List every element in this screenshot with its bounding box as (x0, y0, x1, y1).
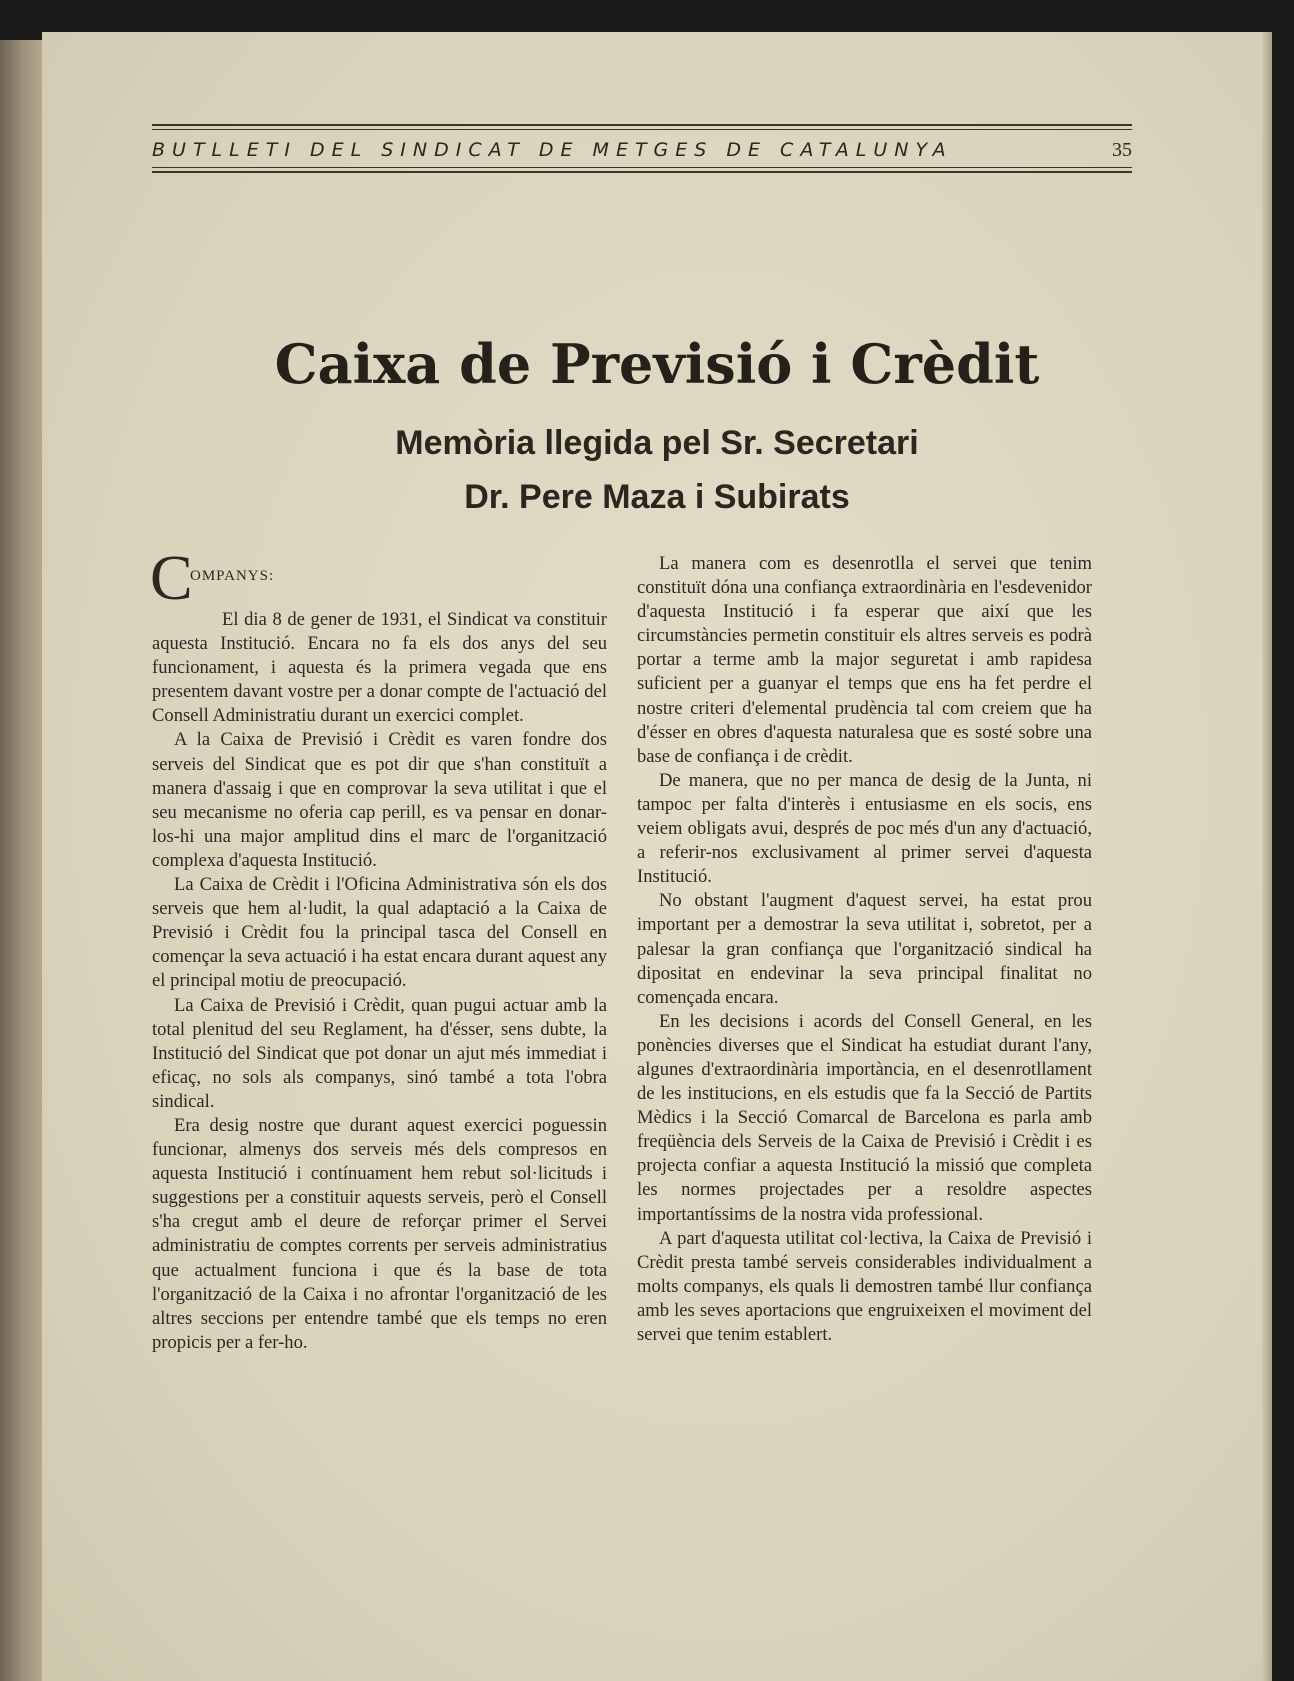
paragraph: En les decisions i acords del Consell General, en les ponències diverses que el Sindicat ha estudiat durant l'any, algunes d'extraordinària importància, en el desenrotllament de les institucions, en els estudis que fa la Secció de Partits Mèdics i la Secció Comarcal de Barcelona es parla amb freqüència dels Serveis de la Caixa de Previsió i Crèdit i es projecta confiar a aquesta Institució la missió que completa les normes projectades per a resoldre aspectes importantíssims de la nostra vida professional. (637, 1010, 1092, 1225)
salutation-text: OMPANYS: (190, 568, 275, 584)
left-column (150, 542, 607, 1355)
paragraph: Era desig nostre que durant aquest exercici poguessin funcionar, almenys dos serveis més dels compresos en aquesta Institució i contínuament hem rebut sol·licituds i suggestions per a constituir aquests serveis, però el Consell s'ha cregut amb el deure de reforçar primer el Servei administratiu de comptes corrents per serveis administratius que actualment funciona i que és la base de tota l'organització de la Caixa i no afrontar l'organització de les altres seccions per entendre també que els temps no eren propicis per a fer-ho. (152, 1114, 607, 1353)
page-number: 35 (1112, 138, 1132, 161)
drop-cap: C (150, 542, 193, 613)
header-rule-bottom (152, 171, 1132, 173)
paragraph: La manera com es desenrotlla el servei que tenim constituït dóna una confiança extraordinària en l'esdevenidor d'aquesta Institució i fa esperar que així que les circumstàncies permetin constituir els altres serveis es podrà portar a terme amb la major seguretat i amb rapidesa suficient per a guanyar el temps que ens ha fet perdre el nostre criteri d'elemental prudència tal com creiem que ha d'ésser en obres d'aquesta naturalesa que es sosté sobre una base de confiança i de crèdit. (637, 553, 1092, 767)
paragraph: La Caixa de Previsió i Crèdit, quan pugui actuar amb la total plenitud del seu Reglament, ha d'ésser, sens dubte, la Institució del Sindicat que pot donar un ajut més immediat i eficaç, no sols als companys, sinó també a tota l'obra sindical. (152, 994, 607, 1112)
header-rule-bottom-thin (152, 167, 1132, 168)
right-column (637, 552, 1092, 1347)
paragraph: De manera, que no per manca de desig de la Junta, ni tampoc per falta d'interès i entusiasme en els socis, ens veiem obligats avui, després de poc més d'un any d'actuació, a referir-nos exclusivament al primer servei d'aquesta Institució. (637, 769, 1092, 888)
article-subtitle: Memòria llegida pel Sr. Secretari (395, 424, 919, 462)
article-author: Dr. Pere Maza i Subirats (464, 478, 850, 516)
header-rule-top-thin (152, 129, 1132, 130)
paragraph: El dia 8 de gener de 1931, el Sindicat va constituir aquesta Institució. Encara no fa els dos anys del seu funcionament, i aquesta és la primera vegada que ens presentem davant vostre per a donar compte de l'actuació del Consell Administratiu durant un exercici complet. (152, 609, 607, 727)
paragraph: No obstant l'augment d'aquest servei, ha estat prou important per a demostrar la seva utilitat i, sobretot, per a palesar la gran confiança que l'organització sindical ha dipositat en endevinar la seva principal finalitat no començada encara. (637, 890, 1092, 1008)
page-fold-shadow (1262, 32, 1272, 1681)
running-header (152, 124, 1132, 176)
journal-title: BUTLLETI DEL SINDICAT DE METGES DE CATALUNYA (152, 139, 953, 161)
journal-page (42, 32, 1272, 1681)
article-title: Caixa de Previsió i Crèdit (274, 332, 1040, 396)
salutation (150, 542, 607, 613)
paragraph: A la Caixa de Previsió i Crèdit es varen fondre dos serveis del Sindicat que es pot dir que s'han constituït a manera d'assaig i que en comprovar la seva utilitat i que el seu mecanisme no oferia cap perill, es va pensar en donar-los-hi una major amplitud dins el marc de l'organització complexa d'aquesta Institució. (152, 729, 607, 871)
paragraph: A part d'aquesta utilitat col·lectiva, la Caixa de Previsió i Crèdit presta també serveis considerables individualment a molts companys, els quals li demostren també llur confiança amb les seves aportacions que engruixeixen el moviment del servei que tenim establert. (637, 1227, 1092, 1345)
paragraph: La Caixa de Crèdit i l'Oficina Administrativa són els dos serveis que hem al·ludit, la qual adaptació a la Caixa de Previsió i Crèdit fou la principal tasca del Consell en començar la seva actuació i ha estat encara durant aquest any el principal motiu de preocupació. (152, 874, 607, 992)
header-line (152, 133, 1132, 167)
header-rule-top (152, 124, 1132, 126)
scan-margin (0, 40, 42, 1681)
